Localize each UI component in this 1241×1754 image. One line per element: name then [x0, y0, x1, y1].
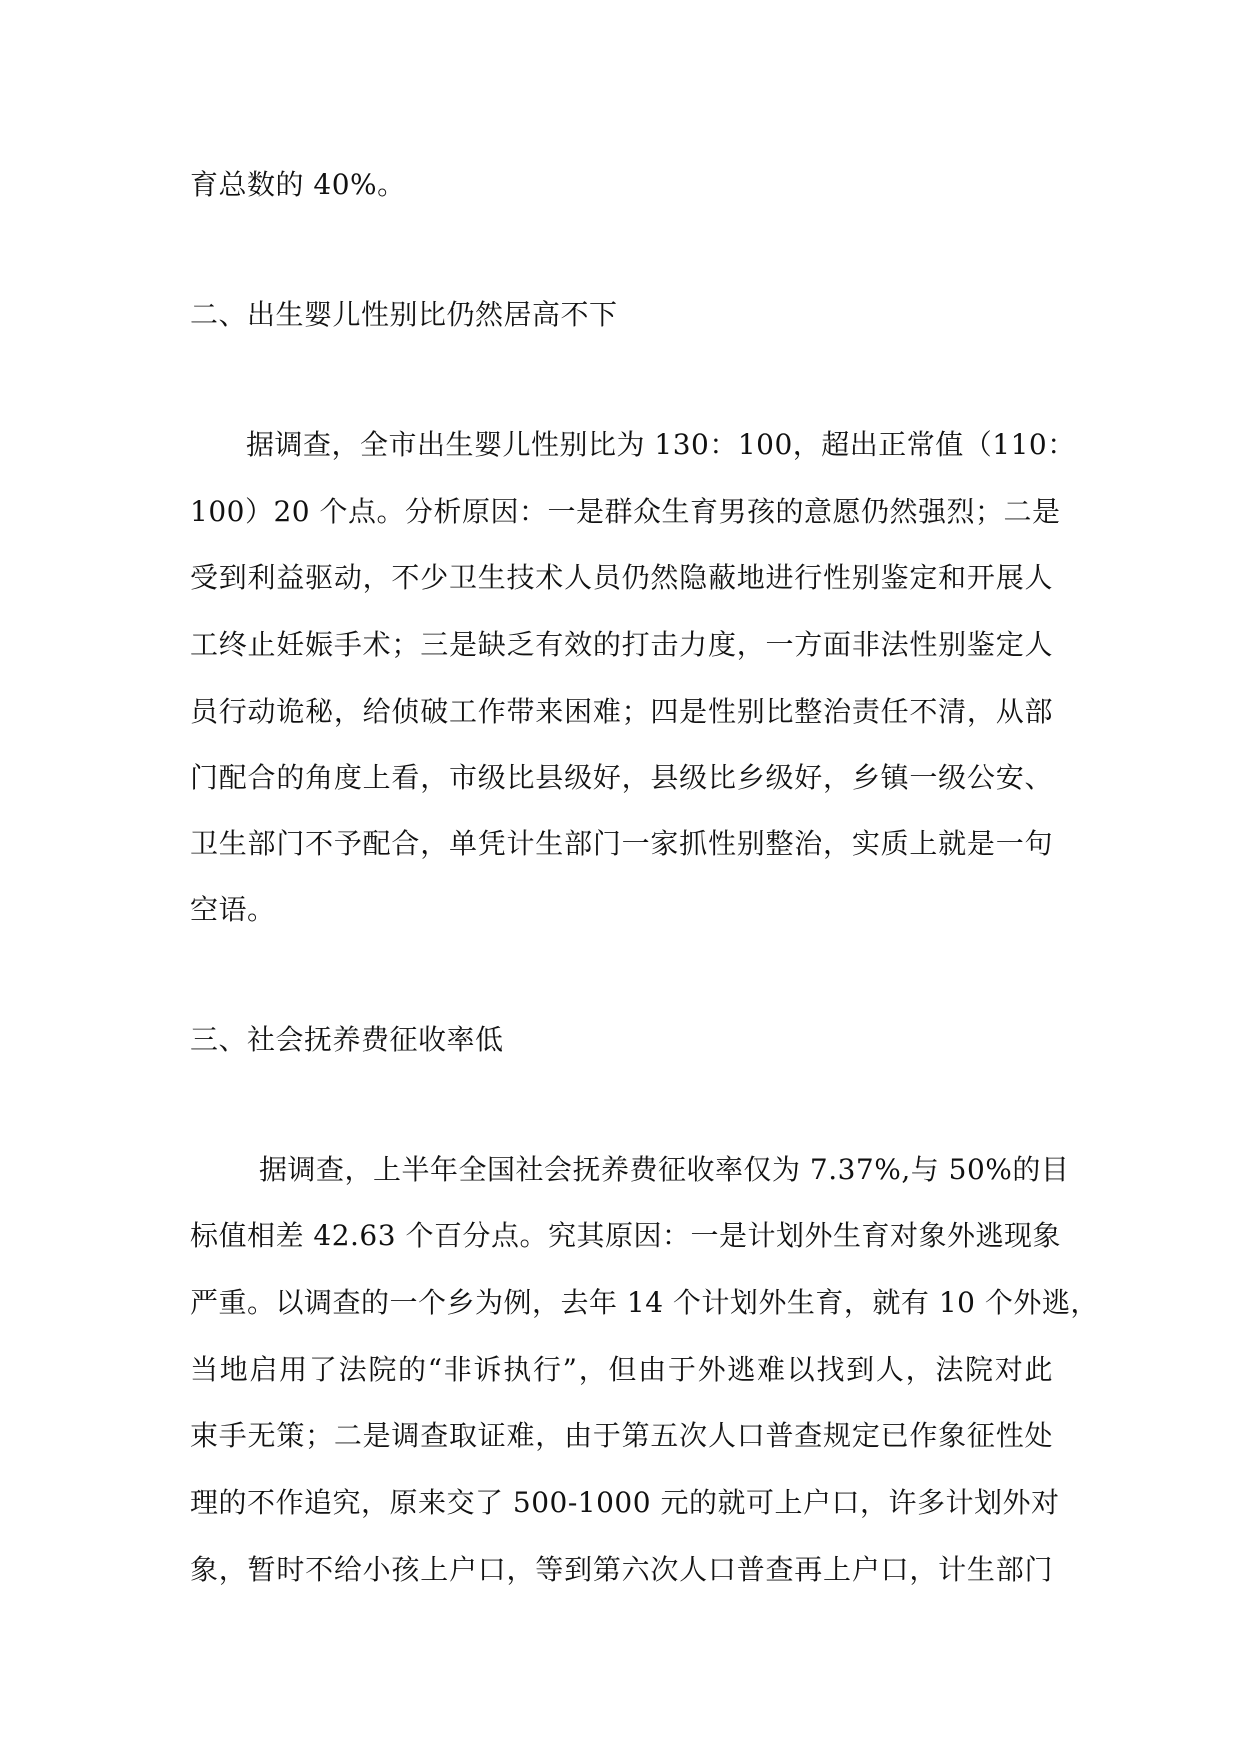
paragraph-line: 受到利益驱动，不少卫生技术人员仍然隐蔽地进行性别鉴定和开展人: [190, 561, 1053, 594]
section-heading-3: 三、社会抚养费征收率低: [190, 1023, 504, 1056]
paragraph-line: 当地启用了法院的“非诉执行”，但由于外逃难以找到人，法院对此: [190, 1353, 1053, 1386]
paragraph-line: 空语。: [190, 893, 276, 926]
section-heading-2: 二、出生婴儿性别比仍然居高不下: [190, 298, 618, 331]
paragraph-line: 卫生部门不予配合，单凭计生部门一家抓性别整治，实质上就是一句: [190, 827, 1053, 860]
paragraph-line: 据调查，全市出生婴儿性别比为 130：100，超出正常值（110：: [246, 428, 1076, 461]
paragraph-line: 理的不作追究，原来交了 500-1000 元的就可上户口，许多计划外对: [190, 1486, 1060, 1519]
paragraph-line: 100）20 个点。分析原因：一是群众生育男孩的意愿仍然强烈；二是: [190, 495, 1061, 528]
paragraph-line: 严重。以调查的一个乡为例，去年 14 个计划外生育，就有 10 个外逃，: [190, 1286, 1099, 1319]
paragraph-line: 象，暂时不给小孩上户口，等到第六次人口普查再上户口，计生部门: [190, 1553, 1053, 1586]
paragraph-line: 门配合的角度上看，市级比县级好，县级比乡级好，乡镇一级公安、: [190, 761, 1053, 794]
paragraph-line: 标值相差 42.63 个百分点。究其原因：一是计划外生育对象外逃现象: [190, 1219, 1061, 1252]
paragraph-continuation-line: 育总数的 40%。: [190, 168, 406, 201]
paragraph-line: 据调查，上半年全国社会抚养费征收率仅为 7.37%,与 50%的目: [259, 1153, 1070, 1186]
paragraph-line: 束手无策；二是调查取证难，由于第五次人口普查规定已作象征性处: [190, 1419, 1053, 1452]
paragraph-line: 工终止妊娠手术；三是缺乏有效的打击力度，一方面非法性别鉴定人: [190, 628, 1053, 661]
paragraph-line: 员行动诡秘，给侦破工作带来困难；四是性别比整治责任不清，从部: [190, 695, 1053, 728]
